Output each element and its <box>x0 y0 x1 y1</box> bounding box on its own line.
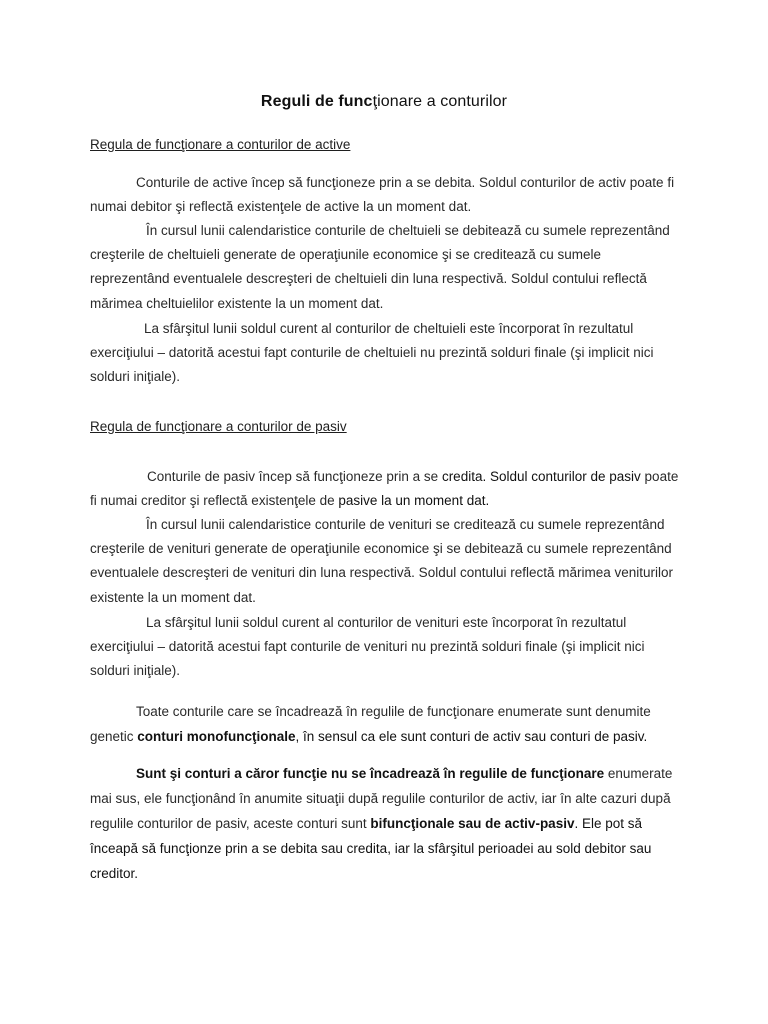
passive-rule-text-2: poate fi numai creditor şi reflectă existenţele de <box>90 469 679 509</box>
section-heading-passive: Regula de funcţionare a conturilor de pasiv <box>90 419 347 434</box>
monofunctional-text-1: Toate conturile care se încadrează în regulile de funcţionare enumerate sunt denumite genetic <box>90 704 651 744</box>
title-bold-part: Reguli de func <box>260 93 373 110</box>
monofunctional-term: conturi monofuncţionale <box>137 729 296 744</box>
paragraph-revenues-month: În cursul lunii calendaristice conturile de venituri se creditează cu sumele reprezentând creşterile de venituri generate de operaţiunile economice şi se debitează cu sumele reprezentând eventualele descreşteri de venituri din luna respectivă. Soldul contului reflectă mărimea veniturilor existente la un moment dat. <box>90 517 674 605</box>
paragraph-revenues-end-month: La sfârşitul lunii soldul curent al conturilor de venituri este încorporat în rezultatul exerciţiului – datorită acestui fapt conturile de venituri nu prezintă solduri finale (şi implicit nici solduri iniţiale). <box>90 615 645 679</box>
bifunctional-term: bifuncţionale sau de activ-pasiv <box>370 816 575 831</box>
section-heading-active: Regula de funcţionare a conturilor de active <box>90 137 351 152</box>
passive-rule-text-1: Conturile de pasiv încep să funcţioneze prin a se <box>147 469 442 484</box>
paragraph-expenses-end-month: La sfârşitul lunii soldul curent al conturilor de cheltuieli este încorporat în rezultatul exerciţiului – datorită acestui fapt conturile de cheltuieli nu prezintă solduri finale (şi implicit nici solduri iniţiale). <box>90 321 654 385</box>
title-regular-part: ţionare a conturilor <box>372 93 508 110</box>
paragraph-monofunctional <box>90 699 682 749</box>
bifunctional-text-1: enumerate mai sus, ele funcţionând în anumite situaţii după regulile conturilor de activ, iar în alte cazuri după regulile conturilor de pasiv, aceste conturi sunt <box>90 766 673 831</box>
passive-rule-emphasis-2: pasive la un moment dat. <box>338 493 490 509</box>
monofunctional-text-2: , în sensul ca ele sunt conturi de activ sau conturi de pasiv. <box>295 729 648 744</box>
page-title <box>0 93 768 111</box>
paragraph-bifunctional <box>90 761 682 886</box>
bifunctional-text-2: . Ele pot să înceapă să funcţionze prin a se debita sau credita, iar la sfârşitul perioadei au sold debitor sau creditor. <box>90 816 652 881</box>
passive-rule-emphasis-1: credita. Soldul conturilor de pasiv <box>441 469 641 484</box>
bifunctional-lead: Sunt şi conturi a căror funcţie nu se încadrează în regulile de funcţionare <box>136 766 605 781</box>
paragraph-expenses-month: În cursul lunii calendaristice conturile de cheltuieli se debitează cu sumele reprezentând creşterile de cheltuieli generate de operaţiunile economice şi se creditează cu sumele reprezentând eventualele descreşteri de cheltuieli din luna respectivă. Soldul contului reflectă mărimea cheltuielilor existente la un moment dat. <box>90 223 670 311</box>
paragraph-active-rule: Conturile de active încep să funcţioneze prin a se debita. Soldul conturilor de activ poate fi numai debitor şi reflectă existenţele de active la un moment dat. <box>90 175 675 215</box>
paragraph-passive-rule <box>90 465 682 513</box>
